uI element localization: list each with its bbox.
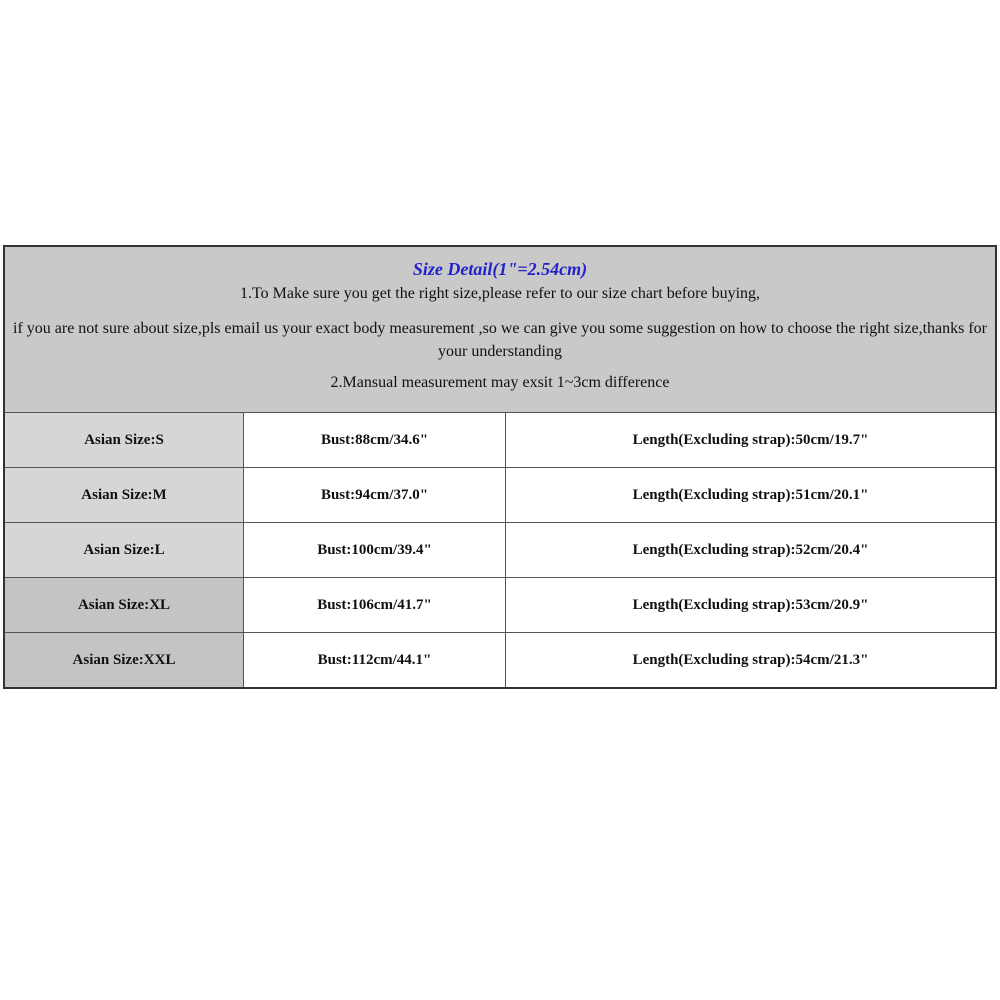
size-note-2: if you are not sure about size,pls email us your exact body measurement ,so we can give you some suggestion on how to choose the right size,thanks for your understanding	[13, 320, 987, 360]
size-cell: Asian Size:XXL	[5, 633, 244, 687]
bust-cell: Bust:88cm/34.6"	[244, 413, 506, 467]
bust-cell: Bust:106cm/41.7"	[244, 578, 506, 632]
table-row	[5, 468, 995, 523]
size-cell: Asian Size:XL	[5, 578, 244, 632]
table-row	[5, 633, 995, 687]
length-cell: Length(Excluding strap):50cm/19.7"	[506, 413, 995, 467]
size-cell: Asian Size:L	[5, 523, 244, 577]
bust-cell: Bust:100cm/39.4"	[244, 523, 506, 577]
bust-cell: Bust:94cm/37.0"	[244, 468, 506, 522]
size-note-1: 1.To Make sure you get the right size,please refer to our size chart before buying,	[239, 285, 761, 302]
bust-cell: Bust:112cm/44.1"	[244, 633, 506, 687]
length-cell: Length(Excluding strap):53cm/20.9"	[506, 578, 995, 632]
size-note-3: 2.Mansual measurement may exsit 1~3cm difference	[330, 374, 670, 391]
length-cell: Length(Excluding strap):51cm/20.1"	[506, 468, 995, 522]
size-cell: Asian Size:S	[5, 413, 244, 467]
table-row	[5, 578, 995, 633]
table-row	[5, 523, 995, 578]
length-cell: Length(Excluding strap):54cm/21.3"	[506, 633, 995, 687]
size-detail-title: Size Detail(1"=2.54cm)	[412, 259, 588, 279]
table-row	[5, 413, 995, 468]
length-cell: Length(Excluding strap):52cm/20.4"	[506, 523, 995, 577]
size-cell: Asian Size:M	[5, 468, 244, 522]
size-detail-header	[5, 247, 995, 413]
size-chart-table	[3, 245, 997, 689]
